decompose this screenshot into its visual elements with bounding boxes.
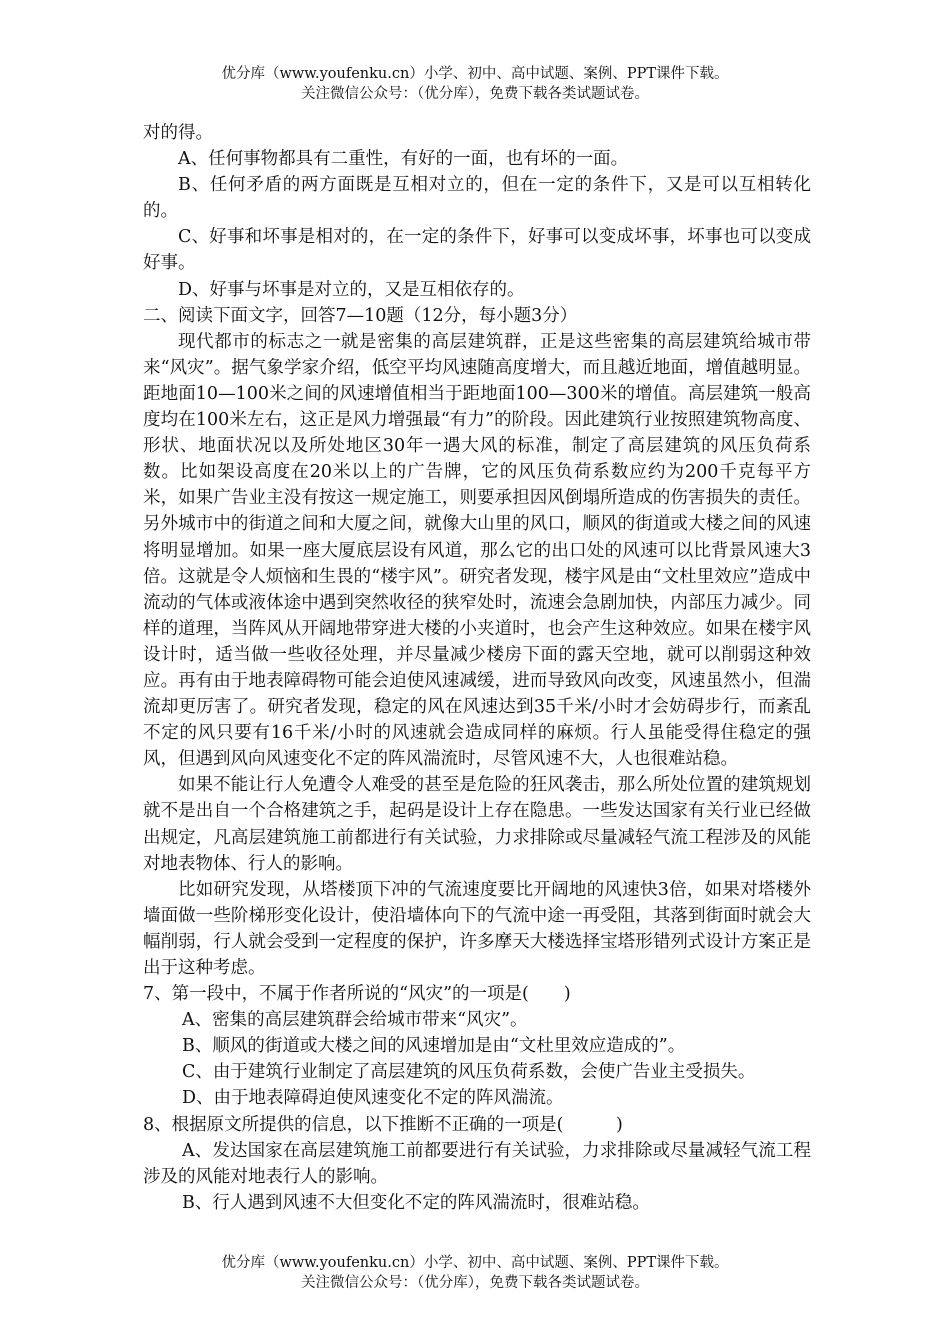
q7-option-c: C、由于建筑行业制定了高层建筑的风压负荷系数，会使广告业主受损失。	[182, 1062, 756, 1083]
q6-option-d: D、好事与坏事是对立的，又是互相依存的。	[178, 279, 525, 300]
passage-paragraph-1: 现代都市的标志之一就是密集的高层建筑群，正是这些密集的高层建筑给城市带来“风灾”。据气象学家介绍，低空平均风速随高度增大，而且越近地面，增值越明显。距地面10—100米之间的风速增值相当于距地面100—300米的增值。高层建筑一般高度均在100米左右，这正是风力增强最“有力”的阶段。因此建筑行业按照建筑物高度、形状、地面状况以及所处地区30年一遇大风的标准，制定了高层建筑的风压负荷系数。比如架设高度在20米以上的广告牌，它的风压负荷系数应约为200千克每平方米，如果广告业主没有按这一规定施工，则要承担因风倒塌所造成的伤害损失的责任。另外城市中的街道之间和大厦之间，就像大山里的风口，顺风的街道或大楼之间的风速将明显增加。如果一座大厦底层设有风道，那么它的出口处的风速可以比背景风速大3倍。这就是令人烦恼和生畏的“楼宇风”。研究者发现，楼宇风是由“文杜里效应”造成中流动的气体或液体途中遇到突然收径的狭窄处时，流速会急剧加快，内部压力减少。同样的道理，当阵风从开阔地带穿进大楼的小夹道时，也会产生这种效应。如果在楼宇风设计时，适当做一些收径处理，并尽量减少楼房下面的露天空地，就可以削弱这种效应。再有由于地表障碍物可能会迫使风速减缓，进而导致风向改变，风速虽然小，但湍流却更厉害了。研究者发现，稳定的风在风速达到35千米/小时才会妨碍步行，而紊乱不定的风只要有16千米/小时的风速就会造成同样的麻烦。行人虽能受得住稳定的强风，但遇到风向风速变化不定的阵风湍流时，尽管风速不大，人也很难站稳。	[143, 331, 811, 770]
footer-line-1: 优分库（www.youfenku.cn）小学、初中、高中试题、案例、PPT课件下载。	[221, 1255, 729, 1271]
q7-option-d: D、由于地表障碍迫使风速变化不定的阵风湍流。	[182, 1088, 564, 1109]
page-footer	[0, 1253, 950, 1293]
q8-option-b: B、行人遇到风速不大但变化不定的阵风湍流时，很难站稳。	[182, 1192, 650, 1213]
header-line-1: 优分库（www.youfenku.cn）小学、初中、高中试题、案例、PPT课件下载。	[221, 66, 729, 82]
q8-option-a: A、发达国家在高层建筑施工前都要进行有关试验，力求排除或尽量减轻气流工程涉及的风能对地表行人的影响。	[143, 1140, 811, 1187]
passage-paragraph-3: 比如研究发现，从塔楼顶下冲的气流速度要比开阔地的风速快3倍，如果对塔楼外墙面做一些阶梯形变化设计，使沿墙体向下的气流中途一再受阻，其落到街面时就会大幅削弱，行人就会受到一定程度的保护，许多摩天大楼选择宝塔形错列式设计方案正是出于这种考虑。	[143, 879, 811, 978]
page-header	[0, 64, 950, 104]
section-2-title: 二、阅读下面文字，回答7—10题（12分，每小题3分）	[143, 305, 578, 326]
q6-option-b: B、任何矛盾的两方面既是互相对立的，但在一定的条件下，又是可以互相转化的。	[143, 175, 811, 222]
q6-option-c: C、好事和坏事是相对的，在一定的条件下，好事可以变成坏事，坏事也可以变成好事。	[143, 227, 811, 274]
carryover-text: 对的得。	[143, 123, 213, 143]
q7-option-a: A、密集的高层建筑群会给城市带来“风灾”。	[182, 1010, 528, 1031]
question-7-stem: 7、第一段中，不属于作者所说的“风灾”的一项是( )	[143, 984, 571, 1005]
passage-paragraph-2: 如果不能让行人免遭令人难受的甚至是危险的狂风袭击，那么所处位置的建筑规划就不是出自一个合格建筑之手，起码是设计上存在隐患。一些发达国家有关行业已经做出规定，凡高层建筑施工前都进行有关试验，力求排除或尽量减轻气流工程涉及的风能对地表物体、行人的影响。	[143, 775, 811, 874]
footer-line-2: 关注微信公众号：（优分库），免费下载各类试题试卷。	[301, 1275, 649, 1291]
header-line-2: 关注微信公众号：（优分库），免费下载各类试题试卷。	[301, 86, 649, 102]
q7-option-b: B、顺风的街道或大楼之间的风速增加是由“文杜里效应造成的”。	[182, 1036, 686, 1057]
document-body	[143, 120, 811, 1216]
question-8-stem: 8、根据原文所提供的信息，以下推断不正确的一项是( )	[143, 1114, 623, 1135]
q6-option-a: A、任何事物都具有二重性，有好的一面，也有坏的一面。	[178, 149, 629, 170]
